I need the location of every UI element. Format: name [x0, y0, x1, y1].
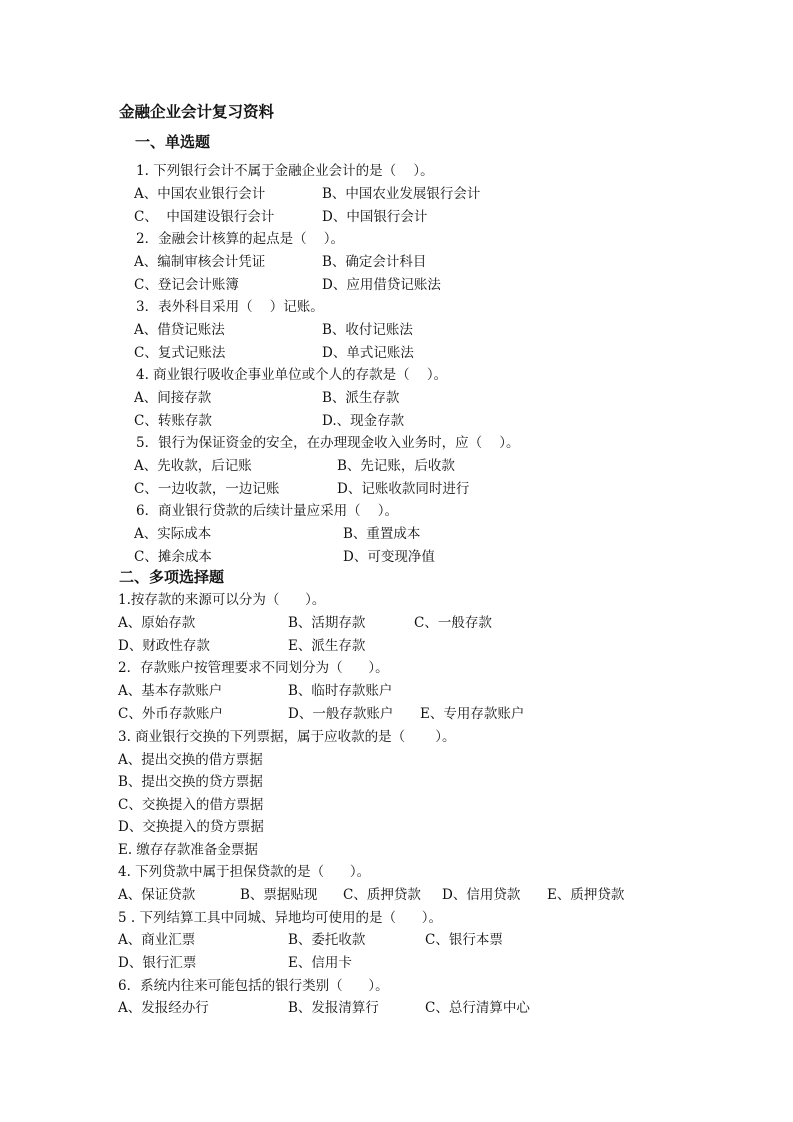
answer-option: A、发报经办行 [118, 1000, 209, 1016]
answer-option: D、信用贷款 [442, 887, 521, 903]
answer-option: D、单式记账法 [322, 345, 414, 361]
question-text: 3．表外科目采用（ ）记账。 [136, 299, 324, 315]
answer-option: B、临时存款账户 [288, 683, 393, 699]
question-text: 4. 商业银行吸收企事业单位或个人的存款是（ ）。 [136, 367, 448, 383]
section-heading-single-choice: 一、单选题 [135, 133, 211, 151]
answer-option: B、活期存款 [288, 615, 366, 631]
question-text: 6．系统内往来可能包括的银行类别（ ）。 [118, 978, 389, 994]
answer-option: B、确定会计科目 [322, 254, 427, 270]
document-title: 金融企业会计复习资料 [119, 102, 275, 121]
answer-option: A、借贷记账法 [134, 322, 225, 338]
question-text: 5 . 下列结算工具中同城、异地均可使用的是（ ）。 [118, 910, 442, 926]
answer-option: C、交换提入的借方票据 [118, 797, 264, 813]
answer-option: A、间接存款 [134, 390, 212, 406]
answer-option: B、重置成本 [343, 526, 421, 542]
answer-option: B、中国农业发展银行会计 [322, 186, 481, 202]
answer-option: D、交换提入的贷方票据 [118, 819, 264, 835]
answer-option: D、中国银行会计 [322, 209, 428, 225]
answer-option: B、发报清算行 [288, 1000, 379, 1016]
answer-option: E、派生存款 [288, 638, 366, 654]
question-text: 3. 商业银行交换的下列票据，属于应收款的是（ ）。 [118, 729, 456, 745]
answer-option: C、摊余成本 [134, 549, 212, 565]
answer-option: A、实际成本 [134, 526, 212, 542]
answer-option: A、商业汇票 [118, 932, 196, 948]
answer-option: D、财政性存款 [118, 638, 210, 654]
answer-option: B、派生存款 [322, 390, 400, 406]
answer-option: C、外币存款账户 [118, 706, 223, 722]
answer-option: E、信用卡 [288, 955, 352, 971]
answer-option: E、专用存款账户 [420, 706, 525, 722]
answer-option: C、总行清算中心 [425, 1000, 530, 1016]
answer-option: C、复式记账法 [134, 345, 226, 361]
answer-option: A、基本存款账户 [118, 683, 223, 699]
answer-option: D、应用借贷记账法 [322, 277, 441, 293]
answer-option: D.、现金存款 [322, 413, 405, 429]
answer-option: C、转账存款 [134, 413, 212, 429]
answer-option: A、原始存款 [118, 615, 196, 631]
answer-option: D、可变现净值 [343, 549, 435, 565]
answer-option: C、 中国建设银行会计 [134, 209, 275, 225]
answer-option: D、记账收款同时进行 [337, 481, 470, 497]
question-text: 4. 下列贷款中属于担保贷款的是（ ）。 [118, 864, 371, 880]
answer-option: B、委托收款 [288, 932, 366, 948]
answer-option: C、一边收款，一边记账 [134, 481, 280, 497]
answer-option: B、先记账，后收款 [337, 458, 455, 474]
question-text: 2．金融会计核算的起点是（ ）。 [136, 231, 345, 247]
answer-option: D、银行汇票 [118, 955, 197, 971]
question-text: 5．银行为保证资金的安全，在办理现金收入业务时，应（ ）。 [136, 435, 520, 451]
answer-option: A、中国农业银行会计 [134, 186, 266, 202]
answer-option: A、提出交换的借方票据 [118, 752, 263, 768]
answer-option: E. 缴存存款准备金票据 [118, 842, 258, 858]
answer-option: A、编制审核会计凭证 [134, 254, 266, 270]
question-text: 2．存款账户按管理要求不同划分为（ ）。 [118, 660, 389, 676]
question-text: 6．商业银行贷款的后续计量应采用（ ）。 [136, 503, 399, 519]
answer-option: A、先收款，后记账 [134, 458, 252, 474]
answer-option: C、质押贷款 [343, 887, 421, 903]
answer-option: B、提出交换的贷方票据 [118, 774, 263, 790]
answer-option: C、一般存款 [414, 615, 492, 631]
answer-option: B、票据贴现 [240, 887, 318, 903]
answer-option: E、质押贷款 [547, 887, 625, 903]
answer-option: A、保证贷款 [118, 887, 196, 903]
answer-option: D、一般存款账户 [288, 706, 394, 722]
answer-option: B、收付记账法 [322, 322, 413, 338]
answer-option: C、登记会计账簿 [134, 277, 239, 293]
question-text: 1.按存款的来源可以分为（ ）。 [118, 592, 326, 608]
section-heading-multiple-choice: 二、多项选择题 [119, 568, 225, 586]
question-text: 1. 下列银行会计不属于金融企业会计的是（ ）。 [136, 163, 434, 179]
answer-option: C、银行本票 [425, 932, 503, 948]
